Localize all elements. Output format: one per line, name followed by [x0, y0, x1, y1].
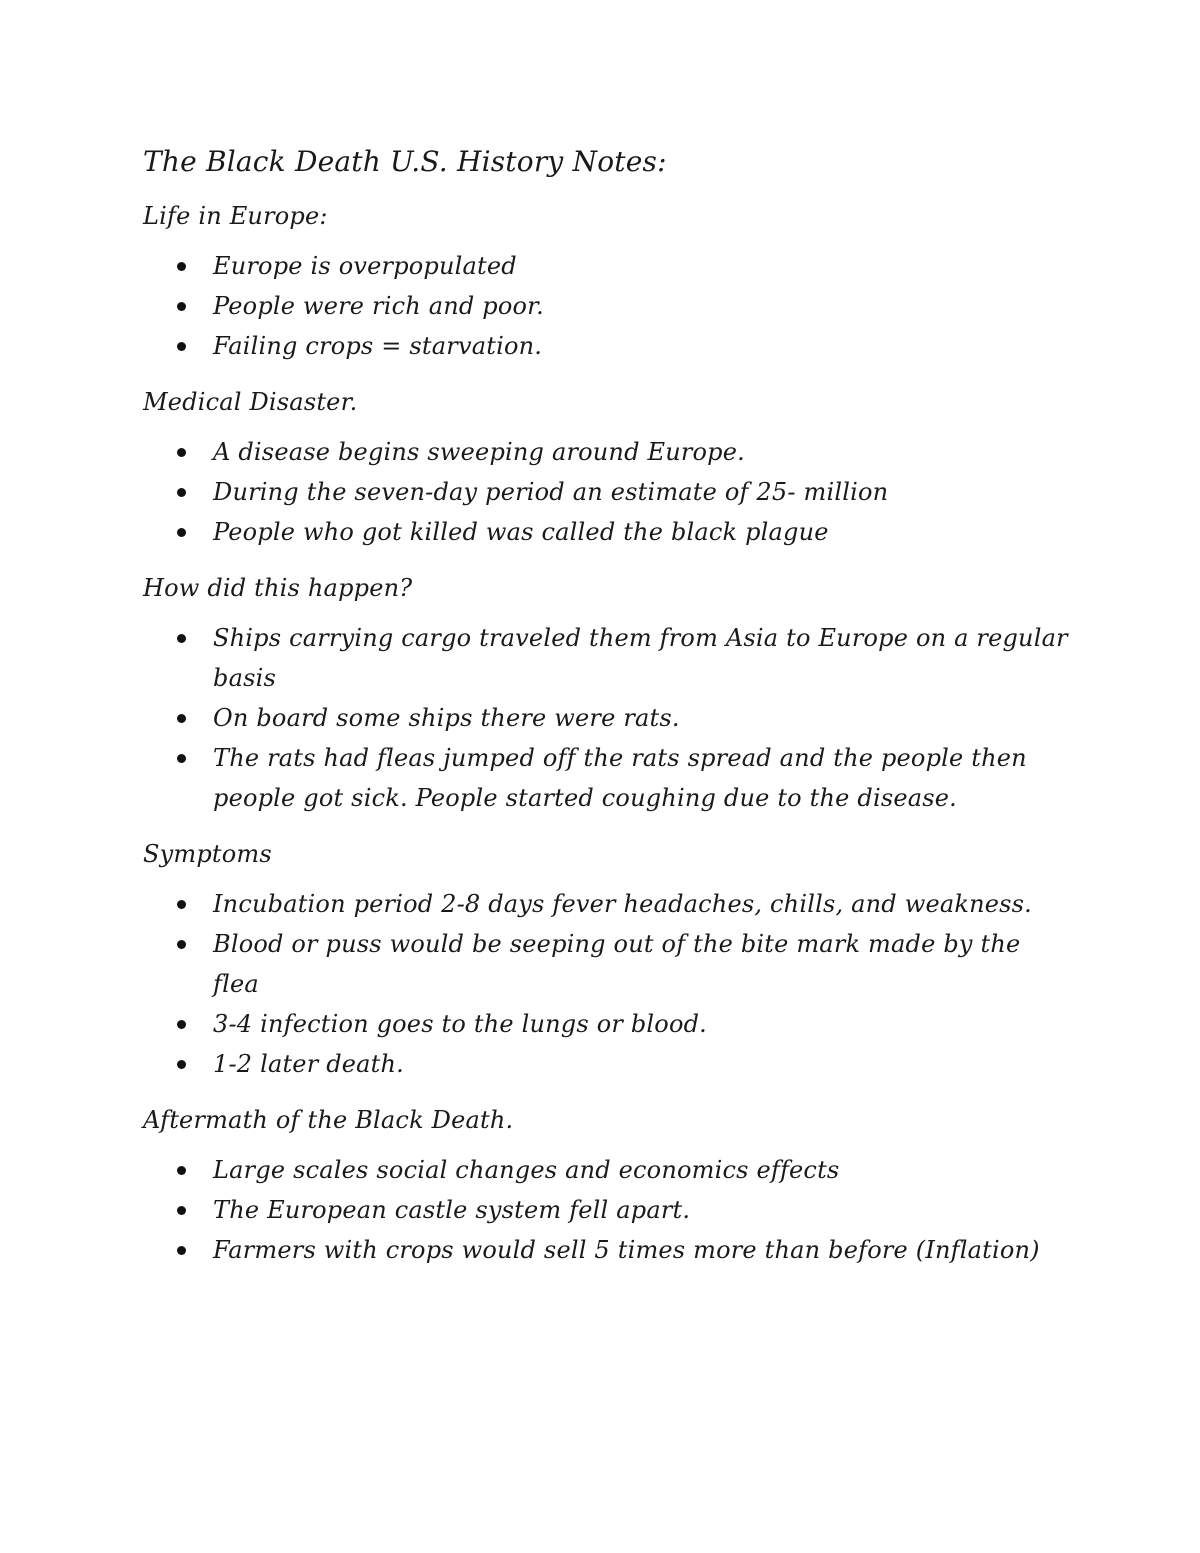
bullet-icon [177, 1020, 186, 1029]
list-item: Blood or puss would be seeping out of the bite mark made by the flea [143, 924, 1073, 1004]
list-item: Europe is overpopulated [143, 246, 1073, 286]
bullet-icon [177, 634, 186, 643]
list-item: Incubation period 2-8 days fever headaches, chills, and weakness. [143, 884, 1073, 924]
section-heading-symptoms: Symptoms [143, 840, 272, 868]
bullet-icon [177, 940, 186, 949]
bullet-list-life-in-europe [143, 246, 1073, 366]
bullet-icon [177, 448, 186, 457]
bullet-list-aftermath [143, 1150, 1073, 1270]
section-heading-life-in-europe: Life in Europe: [143, 202, 328, 230]
bullet-icon [177, 714, 186, 723]
bullet-icon [177, 302, 186, 311]
bullet-icon [177, 528, 186, 537]
list-item: 3-4 infection goes to the lungs or blood. [143, 1004, 1073, 1044]
list-item: Failing crops = starvation. [143, 326, 1073, 366]
list-item: People who got killed was called the black plague [143, 512, 1073, 552]
bullet-icon [177, 488, 186, 497]
list-item: Large scales social changes and economics effects [143, 1150, 1073, 1190]
bullet-icon [177, 1206, 186, 1215]
list-item: A disease begins sweeping around Europe. [143, 432, 1073, 472]
bullet-list-symptoms [143, 884, 1073, 1084]
bullet-list-how-did-this-happen [143, 618, 1073, 818]
list-item: The European castle system fell apart. [143, 1190, 1073, 1230]
section-heading-medical-disaster: Medical Disaster. [143, 388, 358, 416]
list-item: On board some ships there were rats. [143, 698, 1073, 738]
list-item: Ships carrying cargo traveled them from Asia to Europe on a regular basis [143, 618, 1073, 698]
list-item: The rats had fleas jumped off the rats spread and the people then people got sick. People started coughing due to the disease. [143, 738, 1073, 818]
bullet-icon [177, 754, 186, 763]
document-content [143, 140, 1073, 1290]
bullet-icon [177, 1246, 186, 1255]
bullet-icon [177, 1166, 186, 1175]
bullet-icon [177, 900, 186, 909]
bullet-icon [177, 1060, 186, 1069]
bullet-list-medical-disaster [143, 432, 1073, 552]
list-item: 1-2 later death. [143, 1044, 1073, 1084]
bullet-icon [177, 262, 186, 271]
document-title: The Black Death U.S. History Notes: [143, 145, 667, 178]
section-heading-how-did-this-happen: How did this happen? [143, 574, 413, 602]
list-item: Farmers with crops would sell 5 times more than before (Inflation) [143, 1230, 1073, 1270]
list-item: During the seven-day period an estimate of 25- million [143, 472, 1073, 512]
list-item: People were rich and poor. [143, 286, 1073, 326]
section-heading-aftermath: Aftermath of the Black Death. [143, 1106, 514, 1134]
bullet-icon [177, 342, 186, 351]
